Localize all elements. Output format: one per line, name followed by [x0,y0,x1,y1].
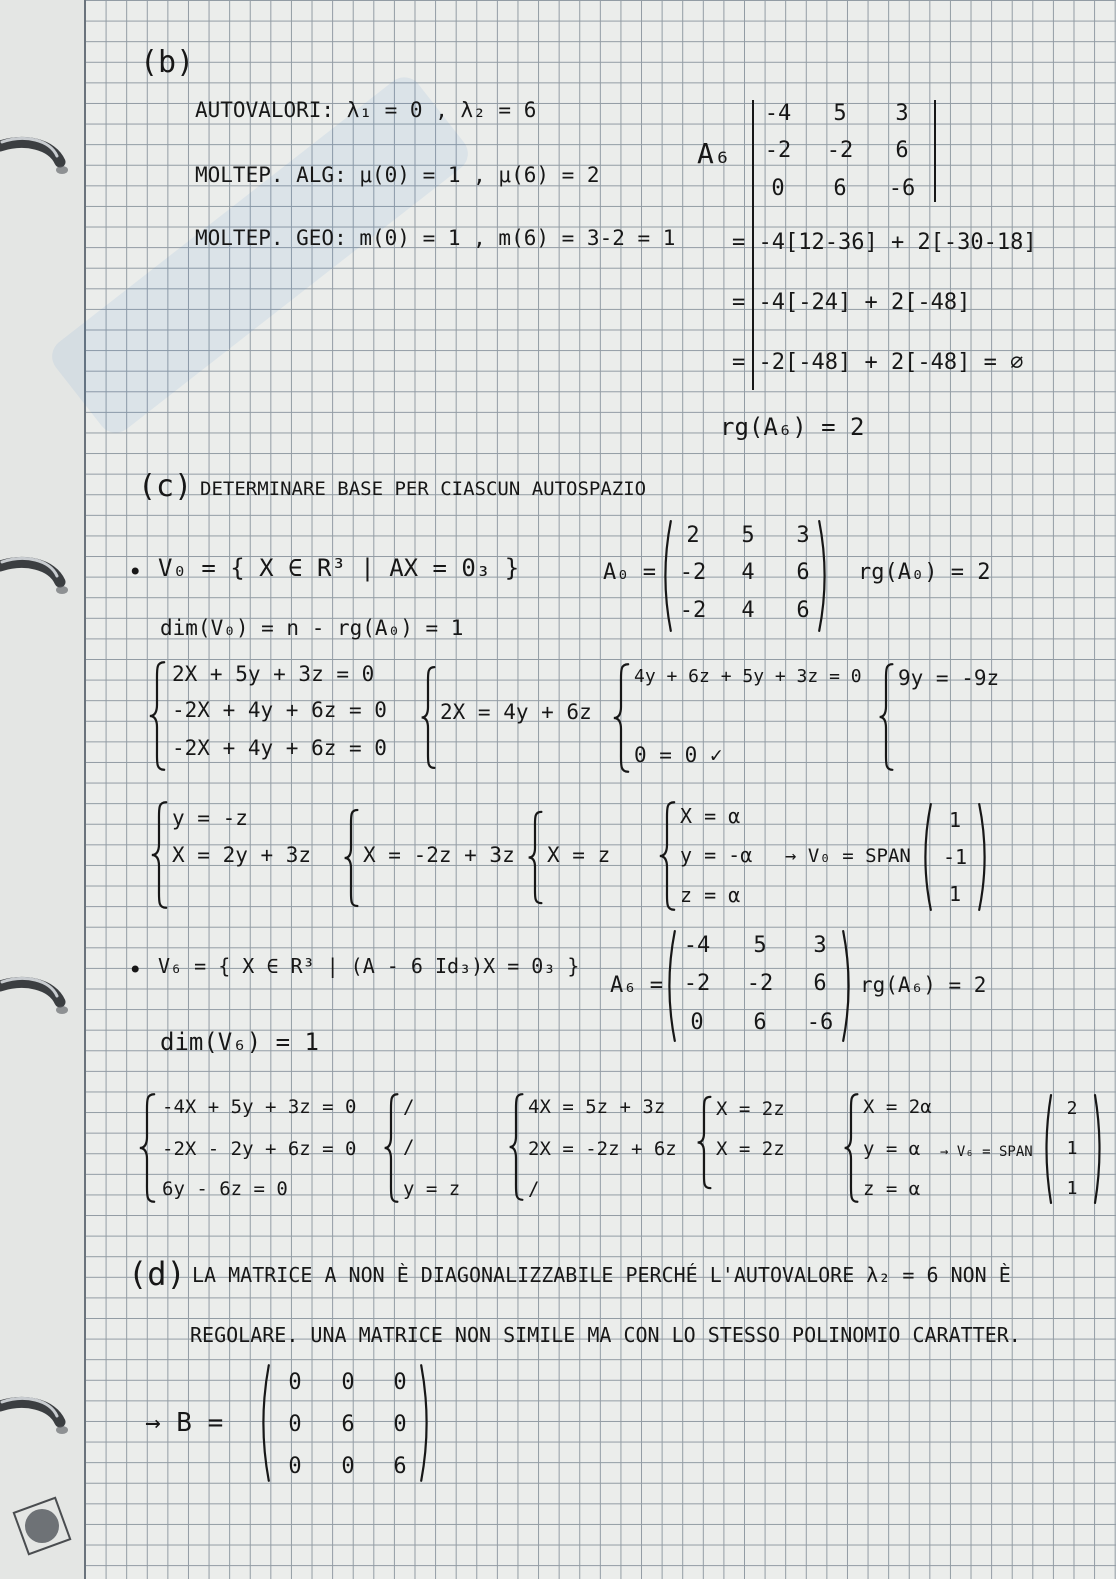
equation: 0 = 0 ✓ [634,743,723,767]
equation: 6y - 6z = 0 [162,1178,288,1200]
equation: 2X = 4y + 6z [440,700,592,724]
equation: z = α [680,883,741,907]
b-cell: 6 [393,1454,407,1479]
determinant-matrix-label: A₆ [697,137,731,170]
a0-left-paren [660,520,672,632]
equation: y = z [403,1178,461,1200]
b-cell: 6 [341,1412,355,1437]
equation: X = 2z [716,1098,785,1120]
equation: y = -z [172,806,248,830]
v6-definition: V₆ = { X ∈ R³ | (A - 6 Id₃)X = 0₃ } [158,954,580,978]
b-cell: 0 [393,1412,407,1437]
binder-rings [0,0,90,1579]
equation: -2X + 4y + 6z = 0 [172,698,387,722]
eigenvalues-line: AUTOVALORI: λ₁ = 0 , λ₂ = 6 [195,98,537,122]
determinant-step: = -2[-48] + 2[-48] = ∅ [732,350,1024,375]
system-brace [343,808,359,908]
system-brace [527,810,543,905]
equation: y = -α [680,843,753,867]
system-brace [150,800,168,910]
a6-cell: 3 [813,933,827,958]
system-brace [878,662,894,772]
system-brace [383,1092,399,1204]
a6-left-paren [664,930,676,1042]
determinant-cell: 6 [895,138,909,163]
equation: -2X - 2y + 6z = 0 [162,1138,357,1160]
equation: / [403,1096,415,1118]
determinant-cell: -2 [826,138,854,163]
v6-span-label: → V₆ = SPAN [940,1144,1033,1160]
bullet: • [128,956,143,984]
a6-cell: 5 [753,933,767,958]
binder-ring [0,138,60,1422]
equation: X = 2z [716,1138,785,1160]
equation: X = -2z + 3z [363,843,515,867]
v0-basis-entry: 1 [948,808,962,832]
b-left-paren [258,1364,270,1482]
equation: y = α [863,1138,921,1160]
system-brace [420,665,436,770]
equation: 4X = 5z + 3z [528,1096,666,1118]
a6-matrix-label: A₆ = [610,973,663,998]
v6-vector-right-paren [1094,1094,1104,1204]
equation: 2X = -2z + 6z [528,1138,677,1160]
a0-cell: -2 [679,598,707,623]
v0-basis-entry: -1 [942,845,968,869]
determinant-right-bar [934,100,936,202]
determinant-cell: 3 [895,101,909,126]
a0-cell: 3 [796,523,810,548]
b-cell: 0 [288,1370,302,1395]
determinant-cell: 0 [771,176,785,201]
v0-vector-left-paren [920,803,932,911]
b-cell: 0 [288,1412,302,1437]
a6-cell: -4 [683,933,711,958]
v6-basis-entry: 1 [1066,1138,1078,1159]
a0-cell: 4 [741,598,755,623]
v0-span-label: → V₀ = SPAN [785,845,911,867]
determinant-cell: -6 [888,176,916,201]
v6-basis-entry: 2 [1066,1098,1078,1119]
b-cell: 0 [341,1454,355,1479]
equation: z = α [863,1178,921,1200]
a0-cell: 5 [741,523,755,548]
a6-cell: -6 [806,1010,834,1035]
equation: X = 2y + 3z [172,843,312,867]
section-c-title: DETERMINARE BASE PER CIASCUN AUTOSPAZIO [200,478,647,500]
algebraic-multiplicity-line: MOLTEP. ALG: μ(0) = 1 , μ(6) = 2 [195,163,600,187]
b-right-paren [420,1364,432,1482]
a6-cell: 6 [813,971,827,996]
a6-right-paren [842,930,854,1042]
a6-cell: -2 [746,971,774,996]
system-brace [508,1092,524,1202]
determinant-rank: rg(A₆) = 2 [720,413,865,441]
a6-rank: rg(A₆) = 2 [860,973,987,997]
section-b-label: (b) [140,45,195,80]
system-brace [696,1095,712,1190]
equation: X = 2α [863,1096,932,1118]
equation: 2X + 5y + 3z = 0 [172,662,375,686]
a0-cell: 4 [741,560,755,585]
equation: / [403,1136,415,1158]
section-d-line: REGOLARE. UNA MATRICE NON SIMILE MA CON LO STESSO POLINOMIO CARATTER. [190,1323,1021,1347]
geometric-multiplicity-line: MOLTEP. GEO: m(0) = 1 , m(6) = 3-2 = 1 [195,226,676,250]
equation: 9y = -9z [898,666,1000,690]
a0-cell: 6 [796,560,810,585]
b-cell: 0 [341,1370,355,1395]
b-cell: 0 [393,1370,407,1395]
v0-basis-entry: 1 [948,882,962,906]
a6-cell: -2 [683,971,711,996]
a0-cell: 2 [686,523,700,548]
b-cell: 0 [288,1454,302,1479]
determinant-cell: -4 [764,101,792,126]
v6-vector-left-paren [1042,1094,1052,1204]
v0-definition: V₀ = { X ∈ R³ | AX = 0₃ } [158,554,520,582]
bullet: • [128,558,143,586]
system-brace [612,662,630,774]
determinant-step: = -4[-24] + 2[-48] [732,290,971,315]
determinant-step: = -4[12-36] + 2[-30-18] [732,230,1037,255]
determinant-cell: 6 [833,176,847,201]
equation: -2X + 4y + 6z = 0 [172,736,387,760]
system-brace [148,660,166,772]
a0-cell: -2 [679,560,707,585]
v0-dimension: dim(V₀) = n - rg(A₀) = 1 [160,616,464,640]
section-c-label: (c) [138,469,193,504]
a6-cell: 0 [690,1010,704,1035]
equation: -4X + 5y + 3z = 0 [162,1096,357,1118]
b-matrix-label: → B = [145,1408,224,1438]
a6-cell: 6 [753,1010,767,1035]
a0-cell: 6 [796,598,810,623]
a0-rank: rg(A₀) = 2 [858,560,991,585]
a0-matrix-label: A₀ = [603,560,656,585]
equation: / [528,1178,540,1200]
v6-basis-entry: 1 [1066,1178,1078,1199]
equation: 4y + 6z + 5y + 3z = 0 [634,666,862,687]
determinant-cell: 5 [833,101,847,126]
determinant-cell: -2 [764,138,792,163]
corner-circle-icon [0,1490,85,1560]
v0-vector-right-paren [978,803,990,911]
section-d-label: (d) [128,1255,186,1293]
v6-dimension: dim(V₆) = 1 [160,1028,319,1056]
equation: X = α [680,804,741,828]
system-brace [843,1092,859,1204]
system-brace [658,800,676,912]
section-d-line: LA MATRICE A NON È DIAGONALIZZABILE PERCHÉ L'AUTOVALORE λ₂ = 6 NON È [192,1263,1011,1287]
system-brace [138,1092,156,1204]
equation: X = z [547,843,611,867]
